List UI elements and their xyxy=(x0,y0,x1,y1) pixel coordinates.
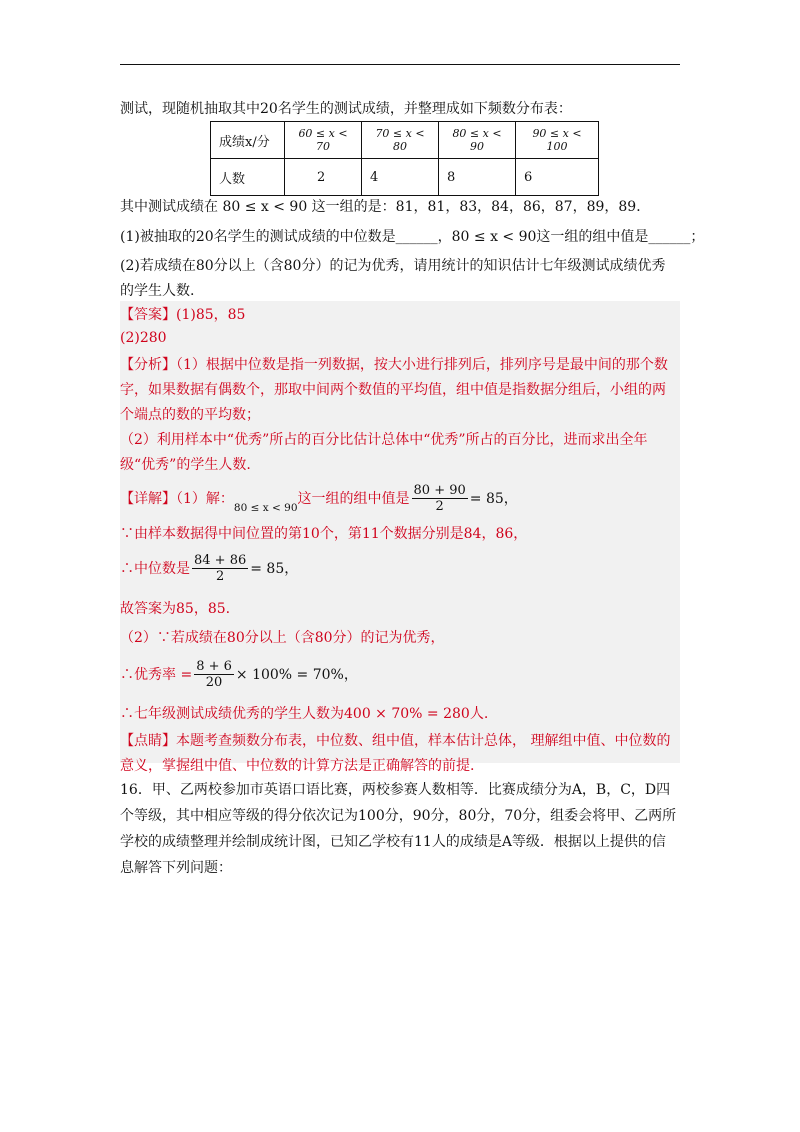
table-cell: 2 xyxy=(285,159,362,196)
intro-text: 测试，现随机抽取其中20名学生的测试成绩，并整理成如下频数分布表： xyxy=(120,101,572,117)
question-1: (1)被抽取的20名学生的测试成绩的中位数是______，80 ≤ x < 90这一组的组中值是______； xyxy=(120,229,705,245)
fraction-2-result: = 85， xyxy=(250,561,299,577)
table-cell: 8 xyxy=(439,159,516,196)
table-cell: 70 ≤ x < 80 xyxy=(362,122,439,159)
table-cell: 90 ≤ x < 100 xyxy=(516,122,599,159)
question-16-line: 学校的成绩整理并绘制成统计图，已知乙学校有11人的成绩是A等级．根据以上提供的信 xyxy=(120,834,666,850)
comment-line: 意义，掌握组中值、中位数的计算方法是正确解答的前提. xyxy=(120,758,475,774)
detail-range: 80 ≤ x < 90 xyxy=(233,502,298,514)
fraction-2-bottom: 2 xyxy=(215,569,225,584)
fraction-1-top: 80 + 90 xyxy=(413,483,466,498)
analysis-line: 字，如果数据有偶数个，那取中间两个数值的平均值，组中值是指数据分组后，小组的两 xyxy=(120,382,666,398)
fraction-2 xyxy=(192,553,248,585)
table-row xyxy=(211,122,599,159)
table-cell: 60 ≤ x < 70 xyxy=(285,122,362,159)
table-header-count: 人数 xyxy=(211,159,285,196)
fraction-3-result: × 100% = 70%， xyxy=(235,667,358,683)
fraction-3 xyxy=(194,659,234,691)
question-16-line: 息解答下列问题： xyxy=(120,860,232,876)
question-2-line-2: 的学生人数. xyxy=(120,283,195,299)
question-16-line: 个等级，其中相应等级的得分依次记为100分，90分，80分，70分，组委会将甲、乙两所 xyxy=(120,808,677,824)
table-header-score: 成绩x/分 xyxy=(211,122,285,159)
detail-lead: 【详解】（1）解： xyxy=(120,491,234,507)
answer-line-2: (2)280 xyxy=(120,330,167,346)
header-rule xyxy=(120,64,680,65)
analysis-line: 级“优秀”的学生人数. xyxy=(120,457,251,473)
question-2-line-1: (2)若成绩在80分以上（含80分）的记为优秀，请用统计的知识估计七年级测试成绩优秀 xyxy=(120,258,666,274)
table-cell: 80 ≤ x < 90 xyxy=(439,122,516,159)
frequency-table xyxy=(210,121,599,196)
fraction-1-bottom: 2 xyxy=(435,499,444,514)
analysis-line: （2）利用样本中“优秀”所占的百分比估计总体中“优秀”所占的百分比，进而求出全年 xyxy=(120,432,648,448)
detail-line-1 xyxy=(120,482,518,525)
detail-line-7: ∴七年级测试成绩优秀的学生人数为400 × 70% = 280人. xyxy=(120,706,489,722)
fraction-1 xyxy=(412,483,468,515)
comment-line: 【点睛】本题考查频数分布表，中位数、组中值，样本估计总体， 理解组中值、中位数的 xyxy=(120,733,671,749)
question-16-line: 16．甲、乙两校参加市英语口语比赛，两校参赛人数相等．比赛成绩分为A，B，C，D四 xyxy=(120,782,671,798)
table-row xyxy=(211,159,599,196)
fraction-3-bottom: 20 xyxy=(205,675,223,690)
detail-line-2: ∵由样本数据得中间位置的第10个，第11个数据分别是84，86， xyxy=(120,526,528,542)
table-cell: 6 xyxy=(516,159,599,196)
detail-line-5: （2）∵若成绩在80分以上（含80分）的记为优秀， xyxy=(120,630,445,646)
rate-prefix: ∴优秀率 = xyxy=(120,667,193,683)
analysis-line: 【分析】（1）根据中位数是指一列数据，按大小进行排列后，排列序号是最中间的那个数 xyxy=(120,357,668,373)
table-cell: 4 xyxy=(362,159,439,196)
detail-line-3 xyxy=(120,552,298,586)
detail-line-4: 故答案为85，85. xyxy=(120,601,231,617)
answer-line-1: 【答案】(1)85，85 xyxy=(120,307,246,323)
detail-line-6 xyxy=(120,658,358,692)
fraction-2-top: 84 + 86 xyxy=(194,553,247,568)
analysis-line: 个端点的数的平均数； xyxy=(120,407,260,423)
fraction-3-top: 8 + 6 xyxy=(196,659,232,674)
fraction-1-result: = 85， xyxy=(469,491,518,507)
group-data-line: 其中测试成绩在 80 ≤ x < 90 这一组的是：81，81，83，84，86，87，89，89． xyxy=(120,199,651,215)
median-prefix: ∴中位数是 xyxy=(120,561,190,577)
detail-mid-text: 这一组的组中值是 xyxy=(297,491,410,507)
